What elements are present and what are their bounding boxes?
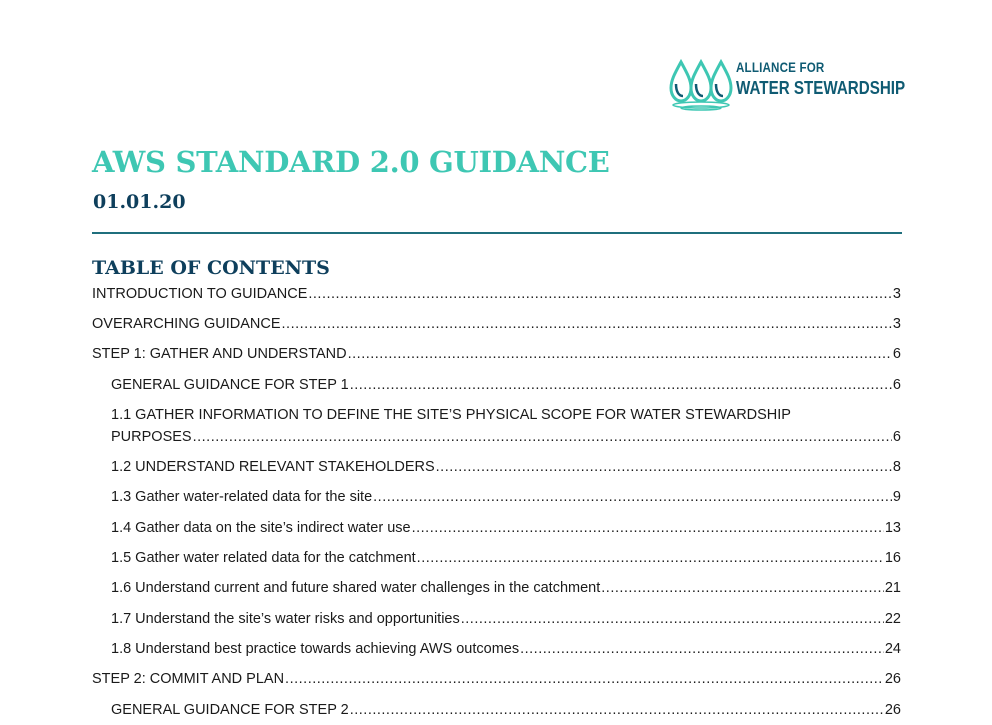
toc-leader — [373, 488, 892, 506]
toc-entry-1-1-line1[interactable]: 1.1 GATHER INFORMATION TO DEFINE THE SITE’S PHYSICAL SCOPE FOR WATER STEWARDSHIP — [111, 407, 791, 423]
toc-entry-page: 21 — [884, 580, 901, 596]
toc-entry-page: 6 — [892, 346, 901, 362]
toc-entry-page: 24 — [884, 641, 901, 657]
toc-entry-text: 1.3 Gather water-related data for the site — [111, 489, 373, 505]
toc-entry-page: 26 — [884, 671, 901, 687]
toc-entry-page: 13 — [884, 520, 901, 536]
toc-leader — [282, 315, 892, 333]
toc-entry-general-step1[interactable] — [111, 376, 901, 394]
toc-entry-text: 1.7 Understand the site’s water risks and opportunities — [111, 611, 460, 627]
toc-entry-overarching[interactable] — [92, 315, 901, 333]
toc-entry-1-7[interactable] — [111, 610, 901, 628]
toc-entry-text: GENERAL GUIDANCE FOR STEP 2 — [111, 702, 349, 718]
aws-logo — [668, 56, 908, 112]
toc-entry-general-step2[interactable] — [111, 701, 901, 719]
toc-entry-text: GENERAL GUIDANCE FOR STEP 1 — [111, 377, 349, 393]
toc-leader — [436, 458, 892, 476]
toc-entry-1-3[interactable] — [111, 488, 901, 506]
toc-entry-page: 26 — [884, 702, 901, 718]
logo-text-line2: WATER STEWARDSHIP — [736, 77, 906, 98]
toc-entry-text: 1.5 Gather water related data for the catchment — [111, 550, 416, 566]
toc-leader — [417, 549, 884, 567]
toc-leader — [350, 701, 884, 719]
toc-entry-page: 16 — [884, 550, 901, 566]
toc-leader — [285, 670, 884, 688]
toc-entry-1-5[interactable] — [111, 549, 901, 567]
toc-entry-1-8[interactable] — [111, 640, 901, 658]
toc-leader — [348, 345, 892, 363]
toc-entry-text: STEP 2: COMMIT AND PLAN — [92, 671, 285, 687]
toc-entry-text: 1.8 Understand best practice towards achieving AWS outcomes — [111, 641, 520, 657]
toc-leader — [412, 519, 884, 537]
document-date: 01.01.20 — [93, 191, 186, 213]
toc-entry-1-6[interactable] — [111, 579, 901, 597]
toc-entry-text: 1.6 Understand current and future shared water challenges in the catchment — [111, 580, 601, 596]
toc-entry-text: 1.2 UNDERSTAND RELEVANT STAKEHOLDERS — [111, 459, 435, 475]
toc-leader — [350, 376, 892, 394]
toc-entry-page: 3 — [892, 316, 901, 332]
toc-entry-text: 1.4 Gather data on the site’s indirect water use — [111, 520, 411, 536]
toc-entry-page: 9 — [892, 489, 901, 505]
toc-entry-1-2[interactable] — [111, 458, 901, 476]
document-title: AWS STANDARD 2.0 GUIDANCE — [92, 145, 610, 179]
logo-text-line1: ALLIANCE FOR — [736, 60, 825, 75]
toc-leader — [308, 285, 892, 303]
toc-entry-page: 3 — [892, 286, 901, 302]
toc-entry-page: 6 — [892, 429, 901, 445]
toc-entry-step2[interactable] — [92, 670, 901, 688]
toc-entry-page: 6 — [892, 377, 901, 393]
toc-leader — [601, 579, 884, 597]
water-drops-logo-icon — [668, 56, 734, 112]
toc-leader — [193, 428, 892, 446]
toc-leader — [461, 610, 884, 628]
toc-entry-1-4[interactable] — [111, 519, 901, 537]
toc-entry-introduction[interactable] — [92, 285, 901, 303]
toc-entry-page: 8 — [892, 459, 901, 475]
toc-entry-step1[interactable] — [92, 345, 901, 363]
toc-entry-1-1[interactable] — [111, 428, 901, 446]
toc-entry-page: 22 — [884, 611, 901, 627]
title-divider — [92, 232, 902, 234]
toc-heading: TABLE OF CONTENTS — [92, 257, 330, 279]
toc-entry-text: PURPOSES — [111, 429, 192, 445]
toc-leader — [520, 640, 884, 658]
toc-entry-text: STEP 1: GATHER AND UNDERSTAND — [92, 346, 347, 362]
toc-entry-text: OVERARCHING GUIDANCE — [92, 316, 281, 332]
toc-entry-text: INTRODUCTION TO GUIDANCE — [92, 286, 308, 302]
